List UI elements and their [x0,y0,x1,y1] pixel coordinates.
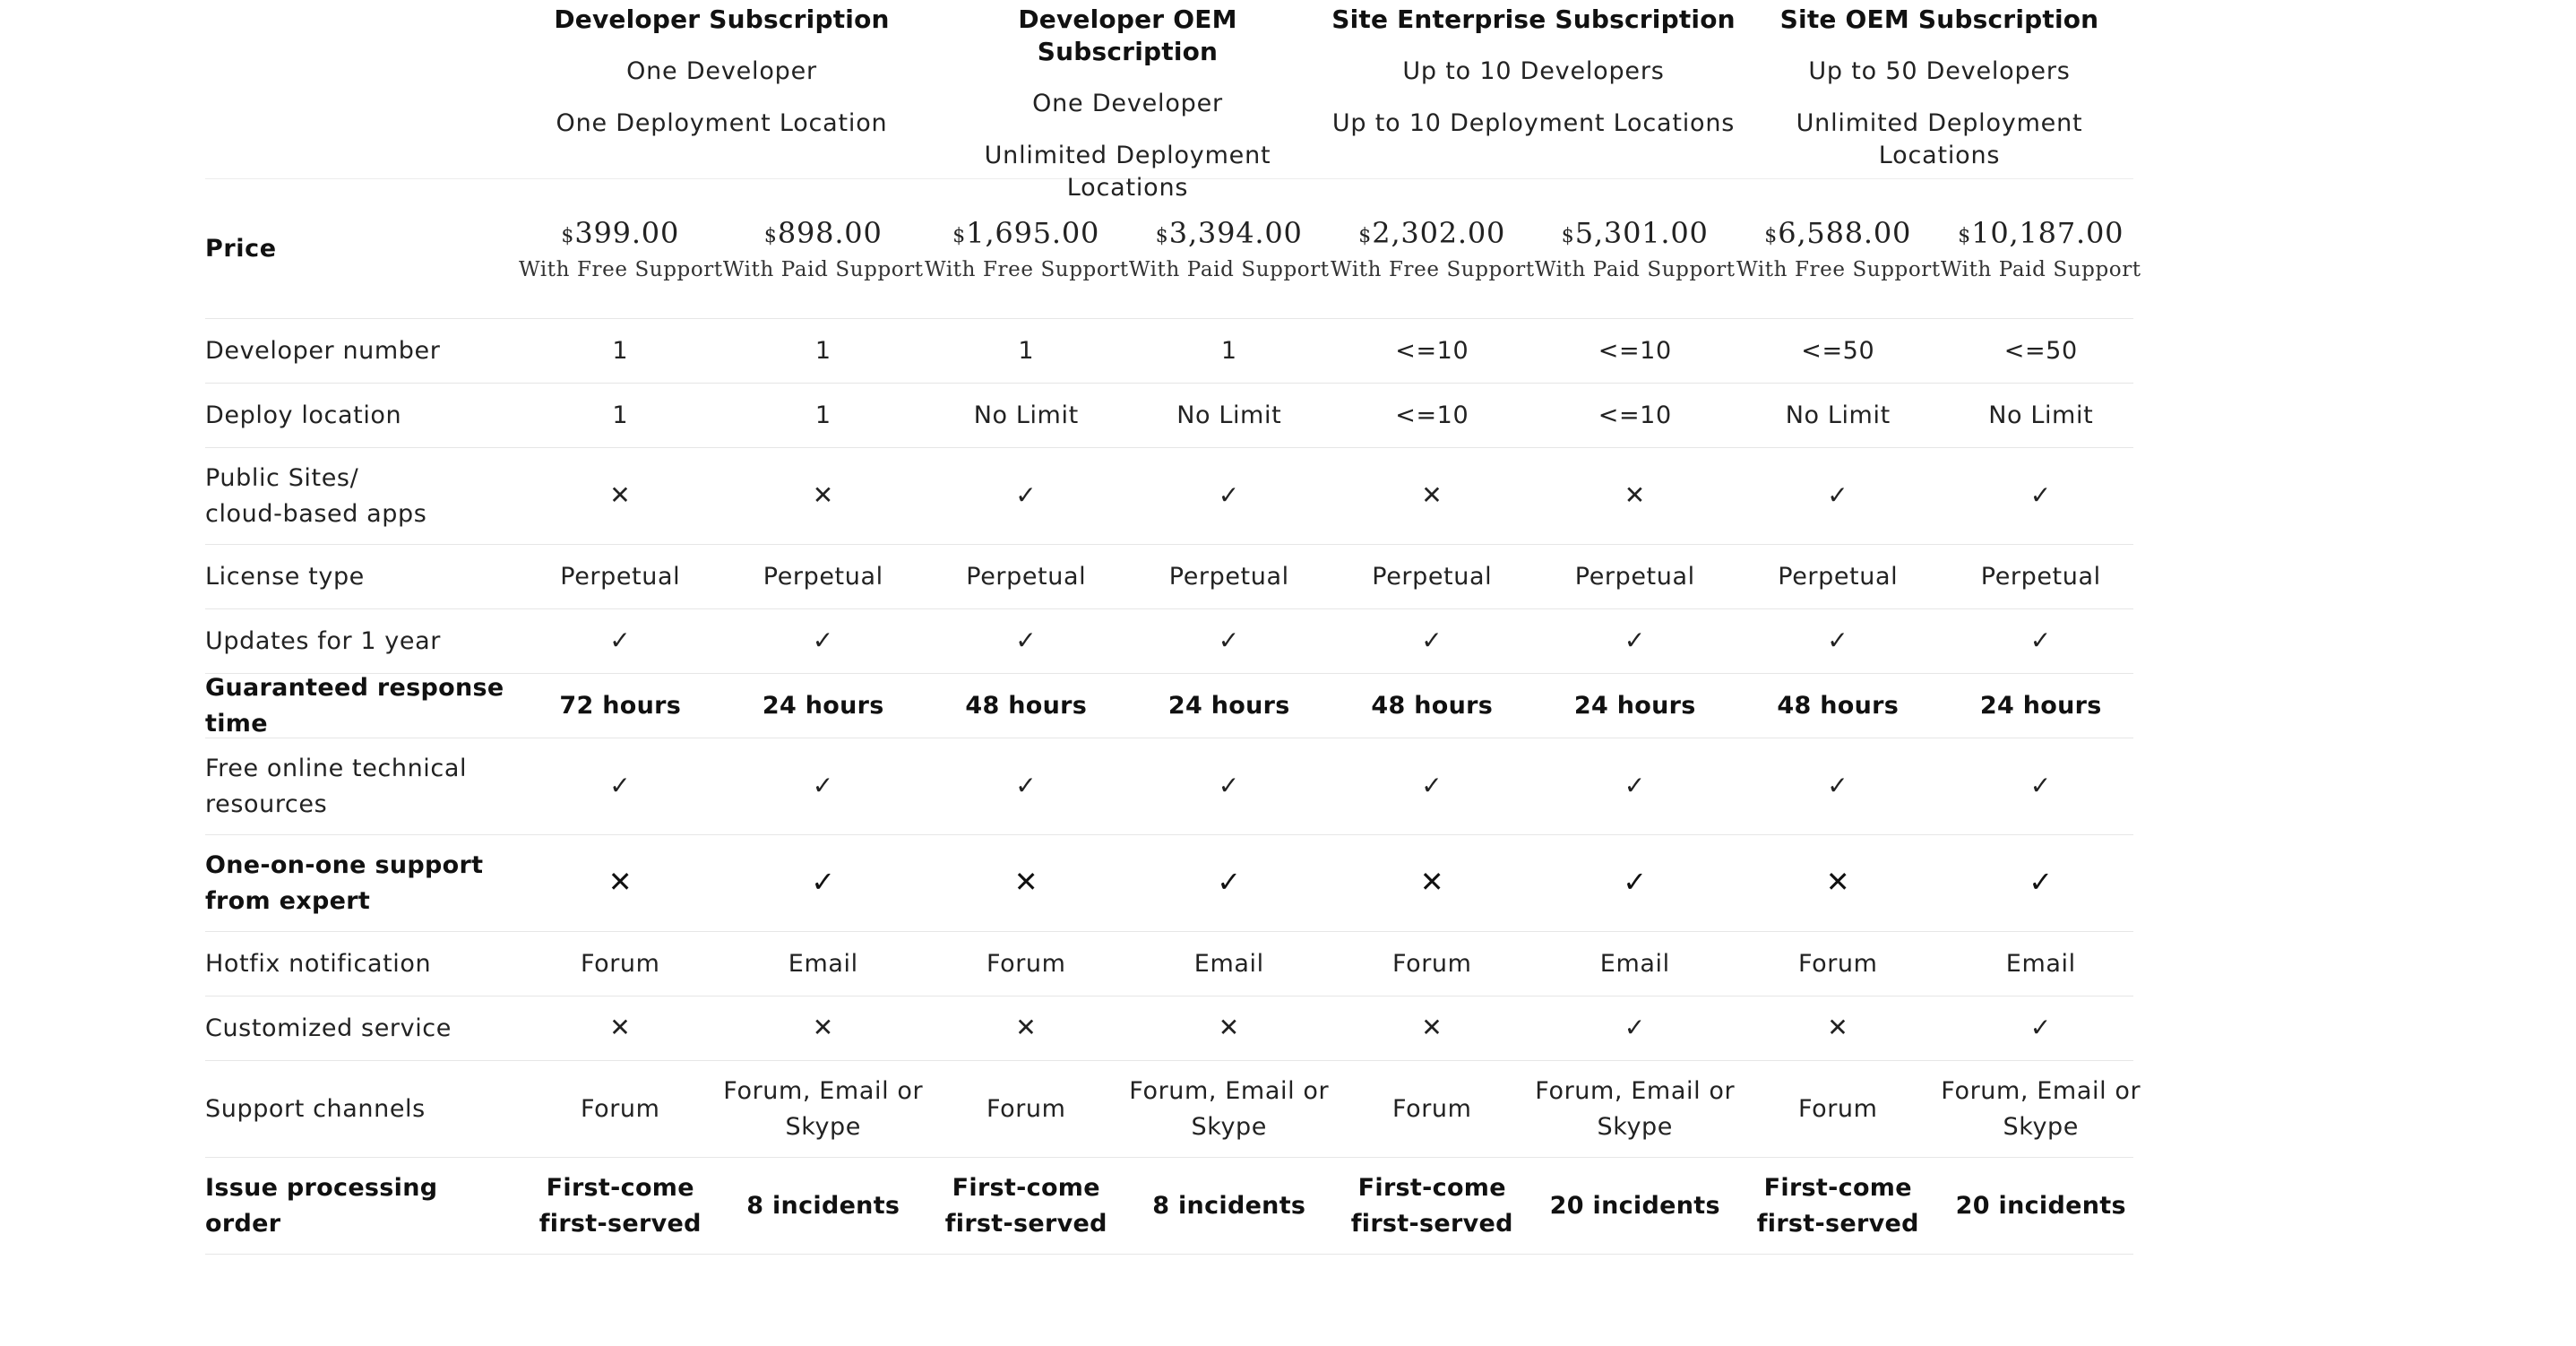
price-amount [722,214,926,255]
feature-cell [1940,1074,2143,1145]
row-label-line: Hotfix notification [205,949,432,978]
row-label-line: Issue processing order [205,1173,438,1238]
feature-cell-text: 24 hours [1979,691,2102,720]
feature-cell [1331,1170,1534,1242]
feature-cell-text: Forum [1797,949,1878,978]
cell-text-line: First-come [952,1173,1100,1202]
plan-developers: One Developer [626,57,817,85]
cell-text-line: first-served [944,1209,1107,1238]
cell-text-line: Skype [2003,1112,2080,1141]
feature-cell-text: Email [1599,949,1670,978]
feature-cell [1331,1010,1534,1047]
feature-cell-text: No Limit [1785,401,1891,429]
check-icon: ✓ [1421,626,1443,655]
price-value: 5,301.00 [1574,215,1709,250]
cell-text-line: Forum [986,1094,1066,1123]
price-cell [519,214,722,284]
check-icon: ✓ [609,771,632,800]
feature-cell [1331,864,1534,902]
price-support-type: With Free Support [925,257,1129,281]
row-label [205,946,519,982]
feature-cell [925,478,1128,514]
price-currency: $ [1958,224,1971,247]
cross-icon: ✕ [812,1013,834,1042]
feature-cell [1940,1188,2143,1224]
check-icon: ✓ [2029,771,2052,800]
feature-cell [925,864,1128,902]
row-label [205,751,519,823]
feature-row-guaranteed-response-time [205,674,2133,738]
feature-cell-text: Perpetual [966,562,1087,591]
check-icon: ✓ [1624,626,1646,655]
price-value: 6,588.00 [1778,215,1912,250]
cell-text-line: 8 incidents [746,1191,900,1220]
feature-cell-text: Perpetual [1778,562,1899,591]
plan-developers: Up to 50 Developers [1808,57,2071,85]
feature-cell-text: Forum [1391,949,1472,978]
plan-header-site-oem-subscription [1736,0,2142,204]
row-label [205,559,519,595]
feature-row-free-online-technical-resources [205,738,2133,835]
check-icon: ✓ [1015,480,1038,510]
cell-text-line: Forum, Email or [723,1076,924,1105]
cell-text-line: 20 incidents [1549,1191,1720,1220]
feature-cell [519,623,722,660]
cross-icon: ✕ [1624,480,1646,510]
cross-icon: ✕ [1419,865,1444,899]
cell-text-line: 8 incidents [1152,1191,1306,1220]
cross-icon: ✕ [1015,1013,1038,1042]
plans-header-row [205,0,2133,202]
cell-text-line: Forum, Email or [1129,1076,1330,1105]
feature-cell-text: 1 [612,336,629,365]
row-label-line: Developer number [205,336,441,365]
price-amount [925,214,1128,255]
price-currency: $ [1561,224,1574,247]
feature-cell [1128,768,1331,805]
cross-icon: ✕ [1013,865,1038,899]
feature-cell [1534,864,1737,902]
price-amount [1940,214,2143,255]
feature-cell-text: 24 hours [1167,691,1290,720]
check-icon: ✓ [1624,1013,1646,1042]
feature-cell [1736,768,1940,805]
feature-cell-text: 48 hours [965,691,1088,720]
check-icon: ✓ [811,865,836,899]
price-amount [1128,214,1331,255]
cell-text-line: Forum, Email or [1535,1076,1736,1105]
feature-cell [519,1010,722,1047]
feature-cell [925,768,1128,805]
cell-text-line: Forum [580,1094,660,1123]
check-icon: ✓ [1421,771,1443,800]
feature-cell [925,1091,1128,1127]
feature-cell-text: Perpetual [1168,562,1289,591]
price-support-type: With Paid Support [1940,257,2141,281]
price-currency: $ [1764,224,1778,247]
row-label [205,398,519,434]
price-value: 898.00 [777,215,883,250]
feature-cell [519,768,722,805]
plan-locations: One Deployment Location [556,109,888,137]
check-icon: ✓ [812,771,834,800]
feature-cell-text: Perpetual [1980,562,2101,591]
feature-cell-text: 1 [1018,336,1035,365]
price-value: 3,394.00 [1168,215,1303,250]
plan-header-site-enterprise-subscription [1331,0,1736,204]
feature-cell-text: 1 [1220,336,1237,365]
cell-text-line: Forum [1797,1094,1878,1123]
feature-cell [1534,1010,1737,1047]
check-icon: ✓ [1827,771,1849,800]
price-cell [1331,214,1534,284]
cell-text-line: Skype [1191,1112,1268,1141]
price-cell [1534,214,1737,284]
cell-text-line: First-come [1763,1173,1912,1202]
row-label-line: Customized service [205,1014,452,1042]
price-currency: $ [561,224,574,247]
check-icon: ✓ [812,626,834,655]
row-label [205,1011,519,1047]
row-label-line: License type [205,562,365,591]
plan-developers: One Developer [1032,90,1223,117]
feature-cell-text: <=50 [1801,336,1875,365]
plan-name: Site OEM Subscription [1779,4,2099,34]
feature-cell [1534,768,1737,805]
row-label-line: Free online technical [205,754,468,782]
feature-row-developer-number [205,319,2133,384]
feature-cell [519,1091,722,1127]
plan-developers: Up to 10 Developers [1402,57,1665,85]
pricing-table [205,0,2141,1255]
cross-icon: ✕ [1218,1013,1240,1042]
price-support-type: With Free Support [519,257,723,281]
price-currency: $ [763,224,777,247]
check-icon: ✓ [2029,480,2052,510]
price-cell [1128,214,1331,284]
feature-cell-text: Perpetual [1372,562,1493,591]
row-label-price: Price [205,234,277,263]
feature-cell [1736,623,1940,660]
price-support-type: With Free Support [1736,257,1941,281]
feature-cell [1128,1188,1331,1224]
feature-cell [722,1010,926,1047]
feature-cell [1128,478,1331,514]
feature-cell-text: Email [788,949,858,978]
check-icon: ✓ [1015,771,1038,800]
feature-cell [722,864,926,902]
row-label-line: resources [205,789,328,818]
feature-cell [1331,768,1534,805]
feature-row-support-channels [205,1061,2141,1158]
feature-cell [925,1010,1128,1047]
cross-icon: ✕ [607,865,633,899]
check-icon: ✓ [2029,1013,2052,1042]
feature-cell-text: No Limit [973,401,1079,429]
feature-cell-text: Email [1193,949,1264,978]
feature-cell-text: No Limit [1988,401,2094,429]
feature-row-public-sites-cloud-based-apps [205,448,2133,545]
feature-cell-text: 48 hours [1371,691,1494,720]
check-icon: ✓ [2029,626,2052,655]
feature-cell [722,1074,926,1145]
feature-cell [722,1188,926,1224]
price-cell [925,214,1128,284]
feature-cell [1940,768,2143,805]
row-label [205,670,519,742]
plan-locations: Up to 10 Deployment Locations [1331,109,1736,137]
cell-text-line: 20 incidents [1955,1191,2126,1220]
feature-cell-text: 72 hours [559,691,682,720]
row-label-line: Support channels [205,1094,426,1123]
price-amount [1534,214,1737,255]
price-cell [1940,214,2143,284]
cell-text-line: first-served [538,1209,702,1238]
feature-cell-text: 1 [612,401,629,429]
feature-cell-text: <=50 [2003,336,2078,365]
check-icon: ✓ [609,626,632,655]
feature-cell [1736,1091,1940,1127]
feature-cell [519,864,722,902]
plan-name: Developer OEM Subscription [1018,4,1237,66]
feature-cell [722,623,926,660]
feature-cell [722,478,926,514]
check-icon: ✓ [1217,865,1242,899]
cell-text-line: First-come [1357,1173,1506,1202]
feature-cell [925,623,1128,660]
price-value: 2,302.00 [1372,215,1506,250]
feature-row-issue-processing-order [205,1158,2133,1255]
row-label [205,848,519,919]
cell-text-line: Forum [1391,1094,1472,1123]
price-cell [722,214,926,284]
feature-cell [1736,1170,1940,1242]
cell-text-line: Skype [785,1112,862,1141]
plan-header-developer-subscription [519,0,925,204]
cell-text-line: First-come [546,1173,694,1202]
feature-cell-text: 24 hours [762,691,884,720]
row-label [205,624,519,660]
check-icon: ✓ [1827,480,1849,510]
feature-cell [519,1170,722,1242]
row-label [205,461,519,532]
feature-row-hotfix-notification [205,932,2133,997]
feature-rows [205,319,2141,1255]
feature-row-customized-service [205,997,2133,1061]
feature-row-one-on-one-support-from-expert [205,835,2133,932]
price-currency: $ [1155,224,1168,247]
cross-icon: ✕ [1827,1013,1849,1042]
feature-cell-text: Email [2005,949,2076,978]
row-label-line: Guaranteed response time [205,673,504,738]
feature-cell-text: <=10 [1395,401,1469,429]
plan-name: Developer Subscription [554,4,890,34]
feature-cell [1736,478,1940,514]
feature-cell-text: 48 hours [1777,691,1900,720]
feature-cell [1128,864,1331,902]
price-support-type: With Paid Support [1128,257,1330,281]
price-currency: $ [952,224,966,247]
row-label-line: Deploy location [205,401,402,429]
row-label [205,1091,519,1127]
price-amount [1736,214,1940,255]
feature-cell [1331,1091,1534,1127]
row-label-line: One-on-one support [205,850,484,879]
feature-cell-text: 1 [814,336,831,365]
feature-cell-text: <=10 [1598,336,1672,365]
check-icon: ✓ [1827,626,1849,655]
feature-cell-text: Forum [986,949,1066,978]
feature-row-license-type [205,545,2133,609]
price-currency: $ [1358,224,1372,247]
price-support-type: With Free Support [1331,257,1535,281]
feature-cell-text: <=10 [1598,401,1672,429]
feature-cell [1534,478,1737,514]
plan-name: Site Enterprise Subscription [1331,4,1736,34]
cross-icon: ✕ [1421,480,1443,510]
cell-text-line: Skype [1597,1112,1674,1141]
feature-cell [1940,864,2143,902]
row-label [205,1170,519,1242]
check-icon: ✓ [1623,865,1648,899]
row-label [205,333,519,369]
row-label-line: cloud-based apps [205,499,427,528]
price-support-type: With Paid Support [1534,257,1736,281]
feature-cell [1736,864,1940,902]
feature-cell [1940,478,2143,514]
cell-text-line: first-served [1756,1209,1919,1238]
feature-cell-text: No Limit [1176,401,1282,429]
check-icon: ✓ [1218,771,1240,800]
feature-cell [1331,478,1534,514]
cross-icon: ✕ [609,1013,632,1042]
price-value: 399.00 [574,215,680,250]
feature-cell [1534,1188,1737,1224]
price-value: 10,187.00 [1971,215,2124,250]
plan-locations: Unlimited Deployment Locations [984,142,1271,202]
plan-header-developer-oem-subscription [925,0,1331,204]
price-amount [519,214,722,255]
cell-text-line: Forum, Email or [1941,1076,2141,1105]
feature-cell-text: <=10 [1395,336,1469,365]
feature-cell [722,768,926,805]
price-cell [1736,214,1940,284]
cross-icon: ✕ [812,480,834,510]
cross-icon: ✕ [1825,865,1850,899]
feature-cell-text: Forum [580,949,660,978]
feature-cell [1331,623,1534,660]
feature-cell-text: 1 [814,401,831,429]
feature-cell-text: Perpetual [762,562,883,591]
feature-cell-text: 24 hours [1573,691,1696,720]
row-label-line: Public Sites/ [205,463,359,492]
row-label-line: Updates for 1 year [205,626,441,655]
cell-text-line: first-served [1350,1209,1513,1238]
check-icon: ✓ [1624,771,1646,800]
feature-cell [1940,1010,2143,1047]
feature-cell-text: Perpetual [1574,562,1695,591]
check-icon: ✓ [1218,480,1240,510]
plan-headers [519,0,2142,204]
plan-locations: Unlimited Deployment Locations [1796,109,2083,169]
price-support-type: With Paid Support [722,257,924,281]
price-value: 1,695.00 [966,215,1100,250]
feature-cell [1128,623,1331,660]
check-icon: ✓ [2029,865,2054,899]
feature-cell [519,478,722,514]
row-label-line: from expert [205,886,371,915]
check-icon: ✓ [1218,626,1240,655]
cross-icon: ✕ [609,480,632,510]
feature-cell [1128,1010,1331,1047]
cross-icon: ✕ [1421,1013,1443,1042]
feature-cell [1128,1074,1331,1145]
check-icon: ✓ [1015,626,1038,655]
feature-cell [1736,1010,1940,1047]
feature-cell [1940,623,2143,660]
feature-cell-text: Perpetual [560,562,681,591]
feature-cell [1534,623,1737,660]
feature-row-updates-for-1-year [205,609,2133,674]
feature-row-deploy-location [205,384,2133,448]
feature-cell [1534,1074,1737,1145]
price-amount [1331,214,1534,255]
feature-cell [925,1170,1128,1242]
